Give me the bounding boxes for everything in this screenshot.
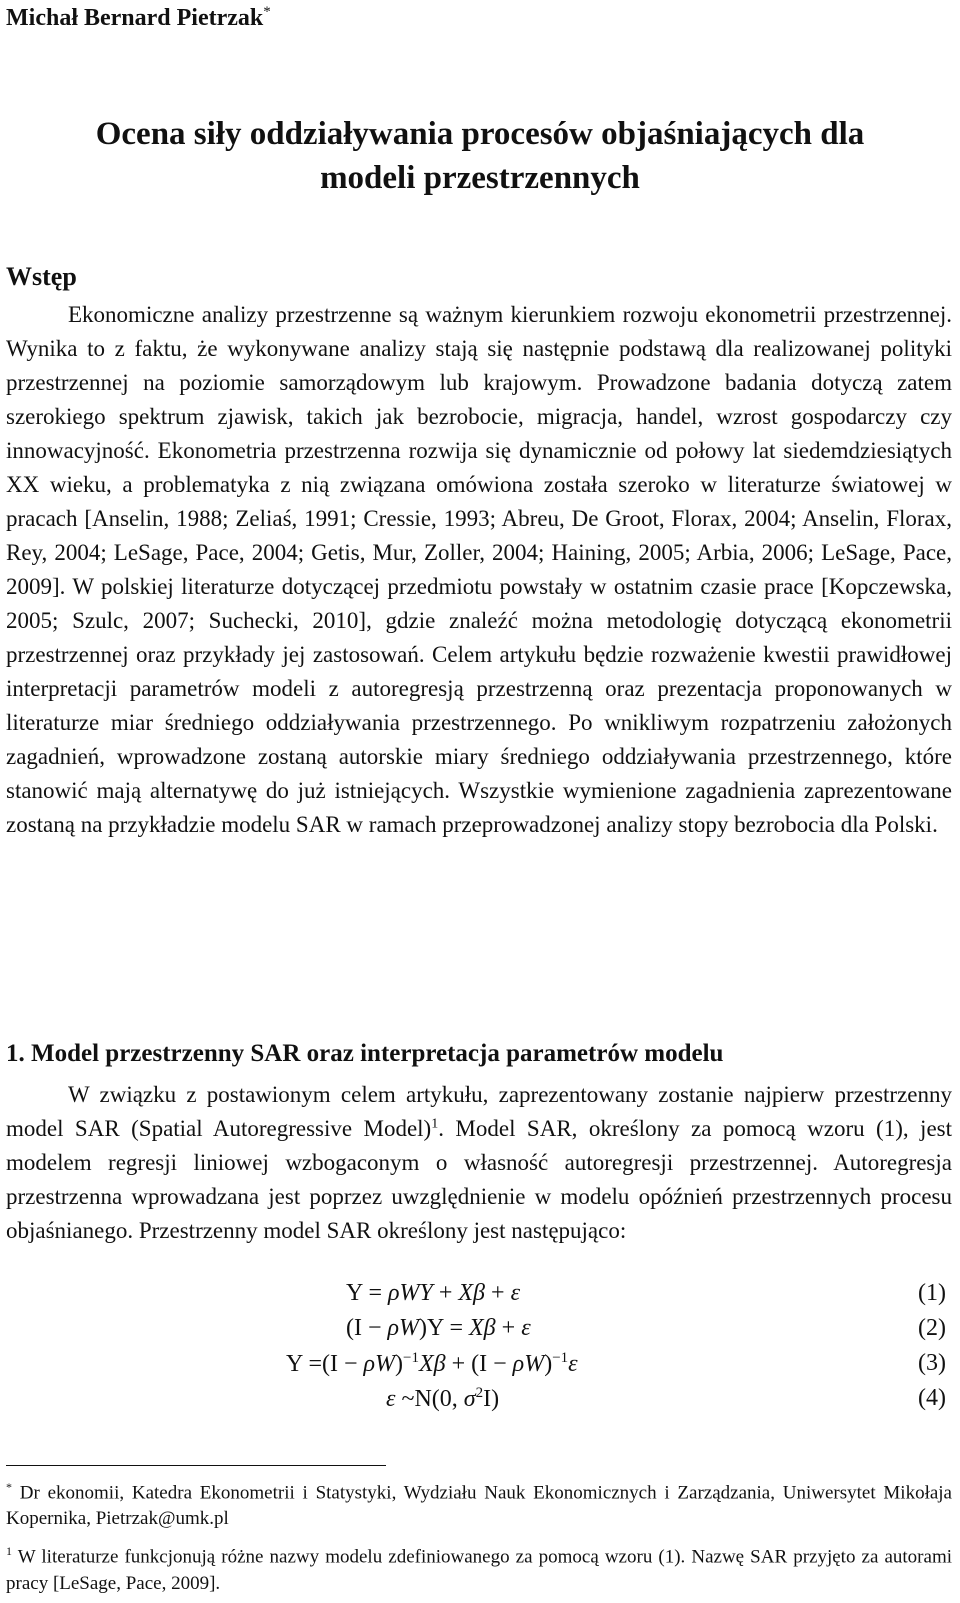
author-footnote-mark: * — [263, 4, 271, 20]
section-1-text-b: . Model SAR, określony za pomocą wzoru (1), jest modelem regresji liniowej wzbogaconym o własność autoregresji przestrzennej. Autoregresja przestrzenna wprowadzana jest poprzez uwzględnienie w modelu opóźnień przestrzennych procesu objaśnianego. Przestrzenny model SAR określony jest następująco: — [6, 1116, 952, 1243]
equation-row — [6, 1280, 952, 1315]
footnote-1-mark: 1 — [6, 1544, 12, 1559]
equation-formula: ε ~N(0, $\sigma^2I$) — [386, 1385, 500, 1412]
author-name-text: Michał Bernard Pietrzak — [6, 5, 264, 31]
footnote-author-text: Dr ekonomii, Katedra Ekonometrii i Statystyki, Wydziału Nauk Ekonomicznych i Zarządzania, Uniwersytet Mikołaja Kopernika, Pietrzak@umk.pl — [6, 1482, 952, 1530]
intro-paragraph: Ekonomiczne analizy przestrzenne są ważnym kierunkiem rozwoju ekonometrii przestrzennej. Wynika to z faktu, że wykonywane analizy stają się następnie podstawą dla realizowanej polityki przestrzennej na poziomie samorządowym lub krajowym. Prowadzone badania dotyczą zatem szerokiego spektrum zjawisk, takich jak bezrobocie, migracja, handel, wzrost gospodarczy czy innowacyjność. Ekonometria przestrzenna rozwija się dynamicznie od połowy lat siedemdziesiątych XX wieku, a problematyka z nią związana omówiona została szeroko w literaturze światowej w pracach [Anselin, 1988; Zeliaś, 1991; Cressie, 1993; Abreu, De Groot, Florax, 2004; Anselin, Florax, Rey, 2004; LeSage, Pace, 2004; Getis, Mur, Zoller, 2004; Haining, 2005; Arbia, 2006; LeSage, Pace, 2009]. W polskiej literaturze dotyczącej przedmiotu powstały w ostatnim czasie prace [Kopczewska, 2005; Szulc, 2007; Suchecki, 2010], gdzie znaleźć można metodologię dotyczącą ekonometrii przestrzennej oraz przykłady jej zastosowań. Celem artykułu będzie rozważenie kwestii prawidłowej interpretacji parametrów modeli z autoregresją przestrzenną oraz prezentacja proponowanych w literaturze miar średniego oddziaływania przestrzennego. Po wnikliwym rozpatrzeniu założonych zagadnień, wprowadzone zostaną autorskie miary średniego oddziaływania przestrzennego, które stanowić mają alternatywę do już istniejących. Wszystkie wymienione zagadnienia zaprezentowane zostaną na przykładzie modelu SAR w ramach przeprowadzonej analizy stopy bezrobocia dla Polski. — [6, 302, 952, 837]
paper-title-line-2: modeli przestrzennych — [320, 160, 640, 196]
equation-formula: Y = ρWY + Xβ + ε — [346, 1280, 521, 1306]
footnote-1-text: W literaturze funkcjonują różne nazwy modelu zdefiniowanego za pomocą wzoru (1). Nazwę SAR przyjęto za autorami pracy [LeSage, Pace, 2009]. — [6, 1546, 952, 1594]
author-name — [6, 4, 271, 32]
footnote-divider — [6, 1465, 386, 1466]
footnote-author-mark: * — [6, 1480, 12, 1494]
footnote-1 — [6, 1538, 952, 1596]
section-1-text-a: W związku z postawionym celem artykułu, zaprezentowany zostanie najpierw przestrzenny model SAR (Spatial Autoregressive Model) — [6, 1082, 952, 1141]
footnotes — [6, 1474, 952, 1603]
equation-number: (2) — [918, 1315, 946, 1341]
equations-block — [6, 1280, 952, 1420]
paper-title — [0, 112, 960, 200]
intro-body — [6, 298, 952, 842]
intro-heading: Wstęp — [6, 262, 77, 291]
equation-row — [6, 1385, 952, 1420]
equation-formula: (I − ρW)Y = Xβ + ε — [346, 1315, 531, 1341]
section-1-body — [6, 1078, 952, 1248]
equation-row — [6, 1315, 952, 1350]
footnote-ref-1: 1 — [431, 1116, 439, 1132]
section-1-paragraph — [6, 1078, 952, 1248]
equation-row — [6, 1350, 952, 1385]
equation-number: (4) — [918, 1385, 946, 1411]
paper-title-line-1: Ocena siły oddziaływania procesów objaśniających dla — [95, 116, 865, 152]
equation-number: (3) — [918, 1350, 946, 1376]
equation-formula: $Y =(I - \rho W)^{-1}X\beta + (I - \rho W)^{-1}\varepsilon$ — [286, 1350, 578, 1377]
footnote-author — [6, 1474, 952, 1532]
section-1-heading: 1. Model przestrzenny SAR oraz interpretacja parametrów modelu — [6, 1040, 724, 1067]
equation-number: (1) — [918, 1280, 946, 1306]
